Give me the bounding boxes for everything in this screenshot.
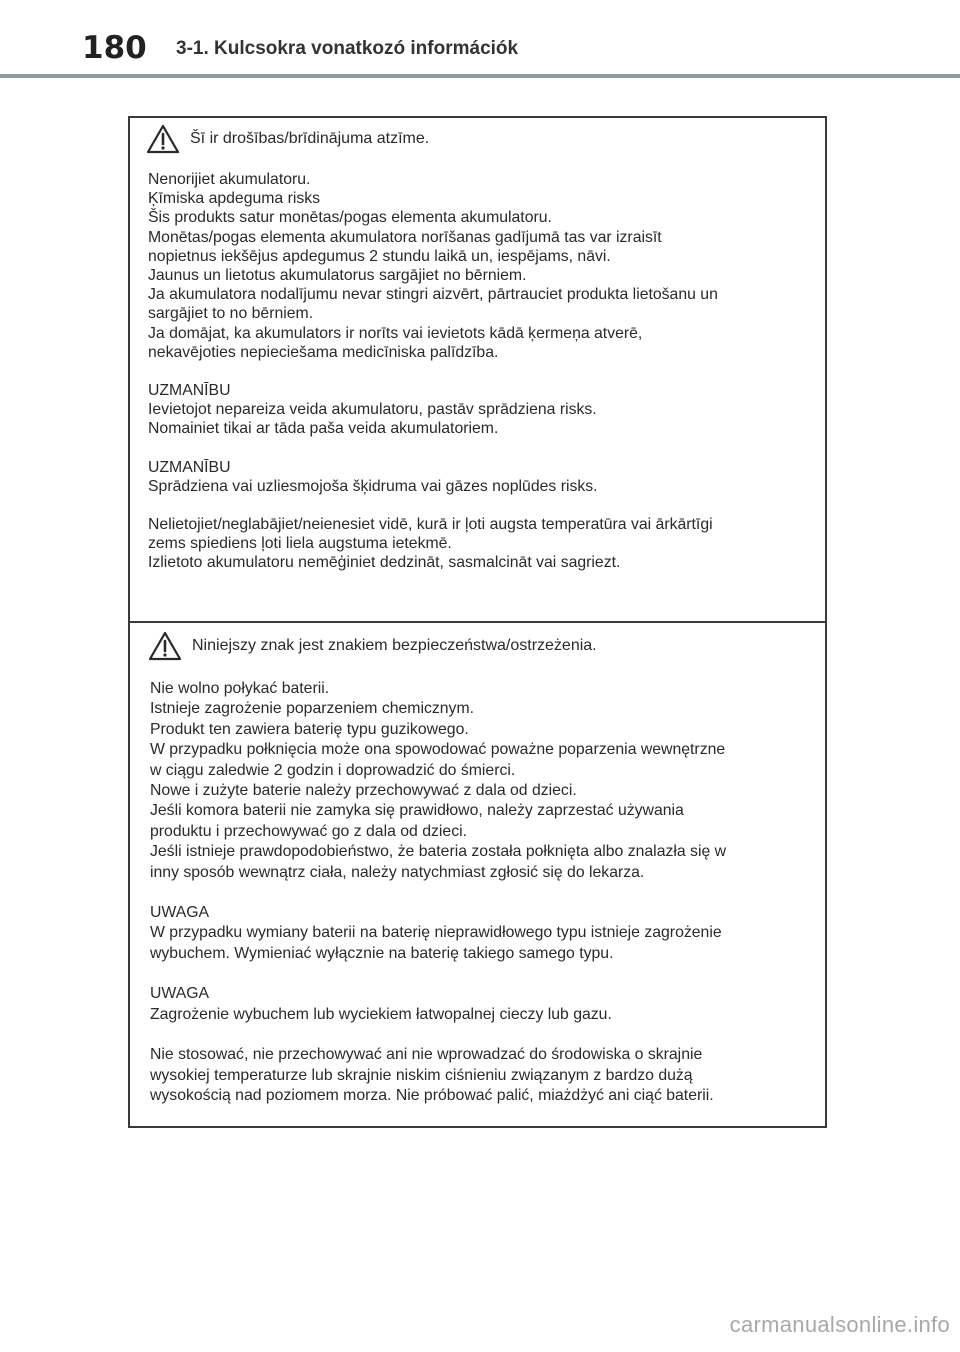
text-line: Nelietojiet/neglabājiet/neienesiet vidē, kurā ir ļoti augsta temperatūra vai ārkārtīgi: [148, 516, 713, 534]
text-line: UZMANĪBU: [148, 382, 231, 400]
paragraph-gap: [148, 496, 817, 515]
text-line: Jaunus un lietotus akumulatorus sargājiet no bērniem.: [148, 267, 527, 285]
text-line: w ciągu zaledwie 2 godzin i doprowadzić do śmierci.: [150, 761, 516, 779]
text-line: Nie wolno połykać baterii.: [150, 680, 330, 697]
text-line: Šis produkts satur monētas/pogas elementa akumulatoru.: [148, 209, 552, 227]
polish-panel-title: Niniejszy znak jest znakiem bezpieczeństwa/ostrzeżenia.: [192, 637, 597, 654]
text-line: Nenorijiet akumulatoru.: [148, 171, 311, 188]
latvian-panel-text: [148, 170, 817, 573]
text-line: nekavējoties nepieciešama medicīniska palīdzība.: [148, 343, 499, 361]
text-line: Nie stosować, nie przechowywać ani nie wprowadzać do środowiska o skrajnie: [150, 1046, 703, 1064]
warning-triangle-icon: [146, 124, 180, 154]
paragraph-gap: [150, 883, 817, 903]
text-line: Ja domājat, ka akumulators ir norīts vai ievietots kādā ķermeņa atverē,: [148, 324, 643, 342]
text-line: UWAGA: [150, 904, 210, 922]
text-line: Ja akumulatora nodalījumu nevar stingri aizvērt, pārtrauciet produkta lietošanu un: [148, 286, 718, 304]
text-line: W przypadku wymiany baterii na baterię nieprawidłowego typu istnieje zagrożenie: [150, 924, 722, 942]
text-line: Sprādziena vai uzliesmojoša šķidruma vai gāzes noplūdes risks.: [148, 477, 598, 495]
text-line: produktu i przechowywać go z dala od dzieci.: [150, 822, 467, 840]
text-line: Nomainiet tikai ar tāda paša veida akumulatoriem.: [148, 420, 499, 438]
text-line: wybuchem. Wymieniać wyłącznie na baterię takiego samego typu.: [150, 944, 614, 962]
latvian-warning-panel: [128, 116, 827, 623]
text-line: UWAGA: [150, 985, 210, 1003]
text-line: inny sposób wewnątrz ciała, należy natychmiast zgłosić się do lekarza.: [150, 863, 645, 881]
text-line: Jeśli komora baterii nie zamyka się prawidłowo, należy zaprzestać używania: [150, 802, 684, 820]
text-line: wysokością nad poziomem morza. Nie próbować palić, miażdżyć ani ciąć baterii.: [150, 1086, 714, 1104]
paragraph-gap: [148, 439, 817, 458]
paragraph-gap: [150, 1025, 817, 1045]
text-line: UZMANĪBU: [148, 458, 231, 476]
header-rule: [0, 74, 960, 78]
polish-panel-text: [150, 679, 817, 1106]
warning-triangle-icon: [148, 631, 182, 661]
text-line: wysokiej temperaturze lub skrajnie niskim ciśnieniu związanym z bardzo dużą: [150, 1066, 693, 1084]
paragraph-gap: [150, 964, 817, 984]
text-line: W przypadku połknięcia może ona spowodować poważne poparzenia wewnętrzne: [150, 741, 726, 759]
text-line: Nowe i zużyte baterie należy przechowywać z dala od dzieci.: [150, 782, 577, 800]
text-line: Produkt ten zawiera baterię typu guzikowego.: [150, 720, 469, 738]
page-number: 180: [82, 30, 147, 66]
text-line: sargājiet to no bērniem.: [148, 305, 314, 323]
polish-warning-panel: [128, 621, 827, 1128]
text-line: zems spiediens ļoti liela augstuma ietekmē.: [148, 535, 452, 553]
text-line: Zagrożenie wybuchem lub wyciekiem łatwopalnej cieczy lub gazu.: [150, 1005, 612, 1023]
latvian-panel-title: Šī ir drošības/brīdinājuma atzīme.: [190, 130, 430, 147]
paragraph-gap: [148, 362, 817, 381]
latvian-panel-header: [146, 122, 429, 156]
polish-panel-header: [148, 629, 597, 663]
text-line: Izlietoto akumulatoru nemēģiniet dedzināt, sasmalcināt vai sagriezt.: [148, 554, 621, 572]
text-line: Monētas/pogas elementa akumulatora norīšanas gadījumā tas var izraisīt: [148, 228, 662, 246]
watermark: carmanualsonline.info: [729, 1312, 950, 1337]
text-line: Istnieje zagrożenie poparzeniem chemicznym.: [150, 700, 474, 718]
text-line: Jeśli istnieje prawdopodobieństwo, że bateria została połknięta albo znalazła się w: [150, 843, 727, 861]
text-line: Ievietojot nepareiza veida akumulatoru, pastāv sprādziena risks.: [148, 401, 597, 419]
text-line: Ķīmiska apdeguma risks: [148, 190, 321, 208]
section-title: 3-1. Kulcsokra vonatkozó információk: [176, 38, 519, 59]
page-header: [0, 0, 960, 80]
text-line: nopietnus iekšējus apdegumus 2 stundu laikā un, iespējams, nāvi.: [148, 247, 611, 265]
